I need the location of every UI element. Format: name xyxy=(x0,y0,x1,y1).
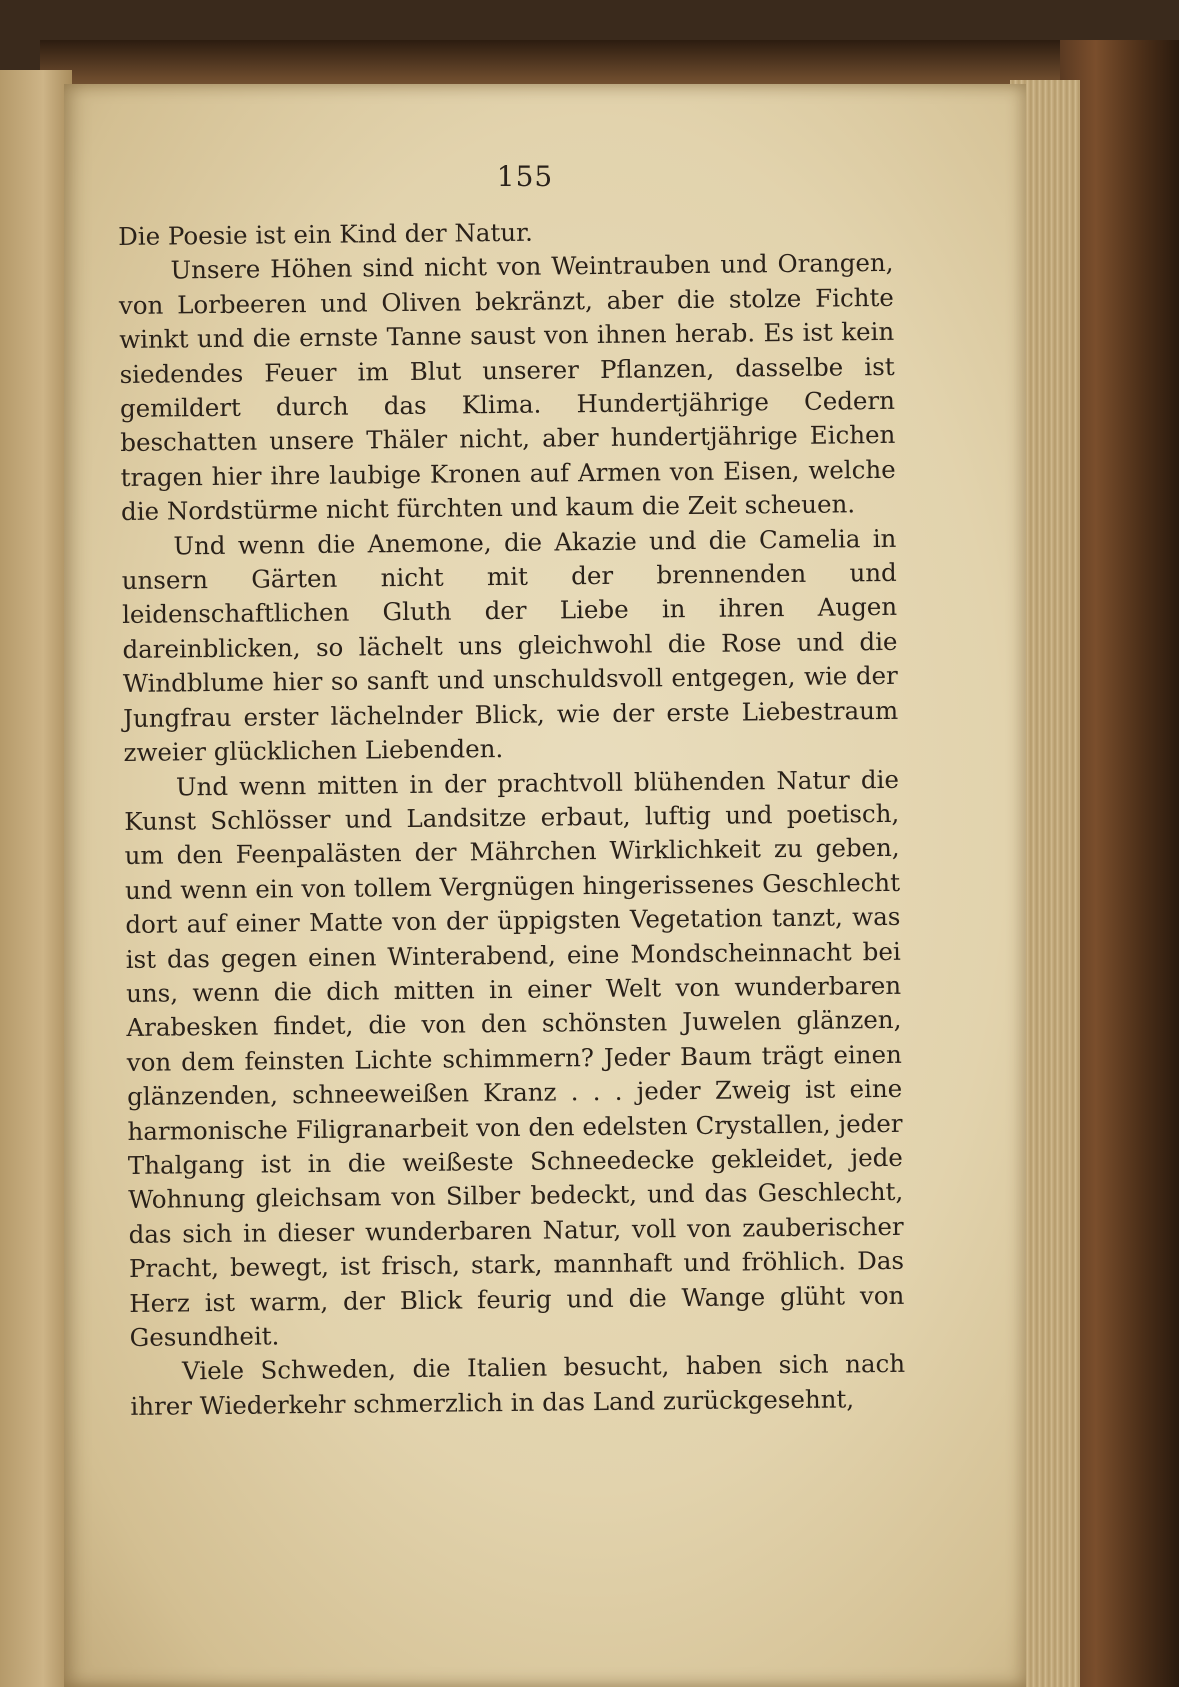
paragraph: Und wenn die Anemone, die Akazie und die Camelia in unsern Gärten nicht mit der brennenden und leidenschaftlichen Gluth der Liebe in ihren Augen dareinblicken, so lächelt uns gleichwohl die Rose und die Windblume hier so sanft und unschuldsvoll entgegen, wie der Jungfrau erster lächelnder Blick, wie der erste Liebestraum zweier glücklichen Liebenden. xyxy=(121,523,899,768)
page-text xyxy=(118,212,906,1424)
page-number: 155 xyxy=(496,160,554,193)
paragraph: Die Poesie ist ein Kind der Natur. xyxy=(118,217,534,251)
paragraph: Viele Schweden, die Italien besucht, haben sich nach ihrer Wiederkehr schmerzlich in das Land zurückgesehnt, xyxy=(130,1349,906,1421)
previous-page-edge xyxy=(0,70,72,1687)
paragraph: Unsere Höhen sind nicht von Weintrauben und Orangen, von Lorbeeren und Oliven bekränzt, aber die stolze Fichte winkt und die ernste Tanne saust von ihnen herab. Es ist kein siedendes Feuer im Blut unserer Pflanzen, dasselbe ist gemildert durch das Klima. Hundertjährige Cedern beschatten unsere Thäler nicht, aber hundertjährige Eichen tragen hier ihre laubige Kronen auf Armen von Eisen, welche die Nordstürme nicht fürchten und kaum die Zeit scheuen. xyxy=(118,248,896,527)
paragraph: Und wenn mitten in der prachtvoll blühenden Natur die Kunst Schlösser und Landsitze erbaut, luftig und poetisch, um den Feenpalästen der Mährchen Wirklichkeit zu geben, und wenn ein von tollem Vergnügen hingerissenes Geschlecht dort auf einer Matte von der üppigsten Vegetation tanzt, was ist das gegen einen Winterabend, eine Mondscheinnacht bei uns, wenn die dich mitten in einer Welt von wunderbaren Arabesken findet, die von den schönsten Juwelen glänzen, von dem feinsten Lichte schimmern? Jeder Baum trägt einen glänzenden, schneeweißen Kranz . . . jeder Zweig ist eine harmonische Filigranarbeit von den edelsten Crystallen, jeder Thalgang ist in die weißeste Schneedecke gekleidet, jede Wohnung gleichsam von Silber bedeckt, und das Geschlecht, das sich in dieser wunderbaren Natur, voll von zauberischer Pracht, bewegt, ist frisch, stark, mannhaft und fröhlich. Das Herz ist warm, der Blick feurig und die Wange glüht von Gesundheit. xyxy=(124,764,905,1352)
